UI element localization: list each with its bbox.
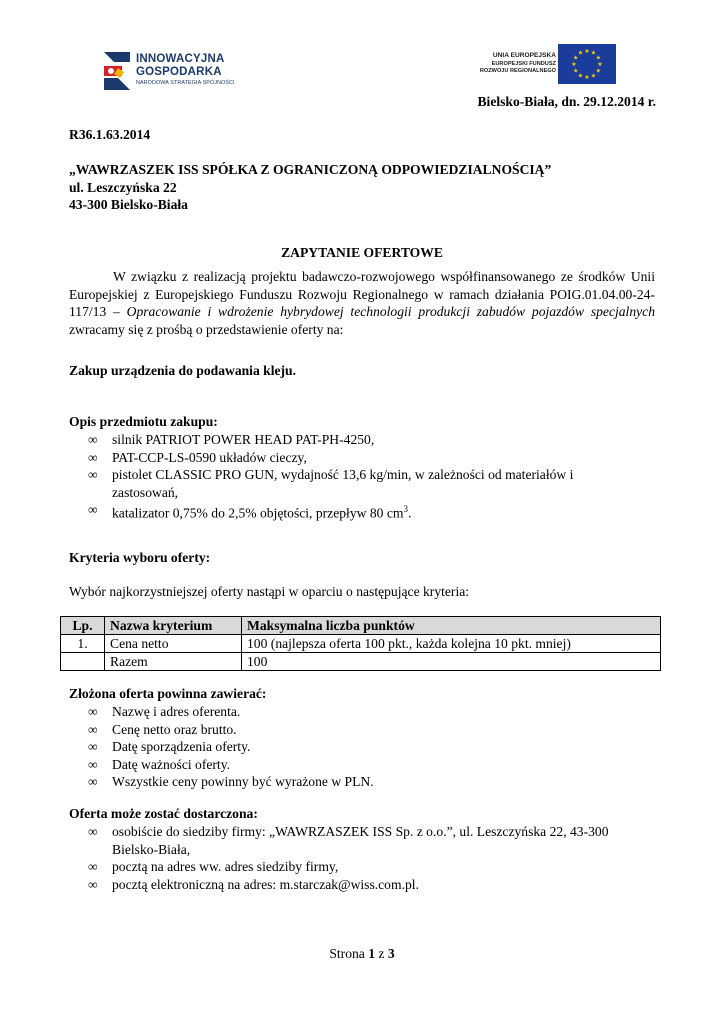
list-item: ∞ Cenę netto oraz brutto. — [88, 721, 237, 737]
table-cell: 100 — [242, 653, 661, 671]
list-item: ∞ PAT-CCP-LS-0590 układów cieczy, — [88, 449, 307, 465]
svg-text:★: ★ — [573, 67, 579, 75]
infinity-bullet-icon: ∞ — [88, 739, 98, 754]
infinity-bullet-icon: ∞ — [88, 824, 98, 839]
infinity-bullet-icon: ∞ — [88, 704, 98, 719]
table-row — [61, 653, 661, 671]
superscript: 3 — [403, 504, 408, 514]
place-date: Bielsko-Biała, dn. 29.12.2014 r. — [477, 94, 656, 109]
list-item: ∞ pocztą na adres ww. adres siedziby firmy, — [88, 859, 339, 874]
innowacyjna-gospodarka-logo — [98, 46, 248, 96]
table-cell: Cena netto — [105, 635, 242, 653]
list-item: ∞ Datę ważności oferty. — [88, 756, 231, 772]
document-title: ZAPYTANIE OFERTOWE — [281, 245, 443, 260]
table-row — [61, 635, 661, 653]
current-page: 1 — [368, 946, 376, 961]
logo-left-line1: INNOWACYJNA — [136, 53, 225, 65]
infinity-bullet-icon: ∞ — [88, 721, 98, 737]
logo-emblem-icon — [100, 48, 134, 92]
table-header-points: Maksymalna liczba punktów — [242, 617, 661, 635]
svg-text:★: ★ — [595, 54, 601, 62]
purchase-heading: Zakup urządzenia do podawania kleju. — [69, 363, 296, 378]
intro-paragraph — [69, 268, 655, 338]
table-header-row — [61, 617, 661, 635]
list-item: ∞ katalizator 0,75% do 2,5% objętości, przepływ 80 $cm^3$. — [88, 502, 412, 521]
svg-text:★: ★ — [597, 61, 603, 68]
page-sep: z — [375, 946, 388, 961]
intro-text-1: W związku z realizacją projektu badawczo-rozwojowego współfinansowanego ze środków Unii Europejskiej z Europejskiego Funduszu Rozwoju Regionalnego w ramach działania POIG.01.04.00-24-117/13 – — [69, 269, 655, 319]
criteria-table — [60, 616, 661, 671]
delivery-heading: Oferta może zostać dostarczona: — [69, 806, 258, 821]
offer-contents-list — [69, 703, 629, 791]
list-item — [69, 876, 649, 894]
company-city: 43-300 Bielsko-Biała — [69, 197, 188, 212]
infinity-bullet-icon: ∞ — [88, 432, 98, 447]
svg-text:★: ★ — [577, 49, 584, 57]
logo-right-line1: UNIA EUROPEJSKA — [492, 52, 556, 59]
logo-left-line3: NARODOWA STRATEGIA SPÓJNOŚCI — [136, 80, 235, 86]
address-block — [69, 161, 551, 214]
table-cell: 100 (najlepsza oferta 100 pkt., każda kolejna 10 pkt. mniej) — [242, 635, 661, 653]
criteria-intro: Wybór najkorzystniejszej oferty nastąpi w oparciu o następujące kryteria: — [69, 584, 470, 599]
delivery-list — [69, 823, 649, 893]
table-cell: Razem — [105, 653, 242, 671]
svg-text:★: ★ — [590, 49, 597, 57]
infinity-bullet-icon: ∞ — [88, 449, 98, 465]
criteria-heading: Kryteria wyboru oferty: — [69, 550, 211, 565]
infinity-bullet-icon: ∞ — [88, 774, 98, 789]
svg-text:★: ★ — [577, 72, 584, 80]
infinity-bullet-icon: ∞ — [88, 467, 98, 482]
svg-text:★: ★ — [571, 61, 577, 68]
list-item: ∞ pistolet CLASSIC PRO GUN, wydajność 13,6 kg/min, w zależności od materiałów i zastosowań, — [88, 467, 574, 500]
table-cell — [61, 653, 105, 671]
table-cell: 1. — [61, 635, 105, 653]
infinity-bullet-icon: ∞ — [88, 876, 98, 892]
table-header-lp: Lp. — [61, 617, 105, 635]
list-item: ∞ silnik PATRIOT POWER HEAD PAT-PH-4250, — [88, 432, 375, 447]
intro-text-3: zwracamy się z prośbą o przedstawienie oferty na: — [69, 321, 344, 337]
eu-logo — [474, 44, 616, 86]
logo-left-line2: GOSPODARKA — [136, 66, 222, 78]
description-heading: Opis przedmiotu zakupu: — [69, 414, 218, 429]
offer-contents-heading: Złożona oferta powinna zawierać: — [69, 686, 267, 701]
reference-number: R36.1.63.2014 — [69, 127, 151, 142]
project-title: Opracowanie i wdrożenie hybrydowej technologii produkcji zabudów pojazdów specjalnych — [126, 304, 655, 319]
svg-text:★: ★ — [590, 72, 597, 80]
eu-flag-icon — [558, 44, 616, 84]
list-item: ∞ Datę sporządzenia oferty. — [88, 739, 251, 754]
svg-text:★: ★ — [595, 67, 601, 75]
svg-text:★: ★ — [584, 48, 590, 55]
total-pages: 3 — [387, 946, 395, 961]
list-item: ∞ Nazwę i adres oferenta. — [88, 704, 241, 719]
company-street: ul. Leszczyńska 22 — [69, 179, 177, 195]
logo-right-line3: ROZWOJU REGIONALNEGO — [479, 68, 556, 74]
infinity-bullet-icon: ∞ — [88, 859, 98, 874]
list-item: ∞ Wszystkie ceny powinny być wyrażone w PLN. — [88, 774, 374, 789]
list-item: ∞ osobiście do siedziby firmy: „WAWRZASZEK ISS Sp. z o.o.”, ul. Leszczyńska 22, 43-300 Bielsko-Biała, — [88, 824, 609, 857]
description-list — [69, 431, 629, 522]
svg-text:★: ★ — [584, 74, 590, 81]
svg-text:★: ★ — [573, 54, 579, 62]
page-label: Strona — [329, 946, 369, 961]
logo-right-line2: EUROPEJSKI FUNDUSZ — [491, 61, 556, 67]
contact-email: pocztą elektroniczną na adres: m.starczak@wiss.com.pl. — [112, 876, 419, 892]
page-footer — [0, 946, 724, 962]
infinity-bullet-icon: ∞ — [88, 756, 98, 772]
company-name: „WAWRZASZEK ISS SPÓŁKA Z OGRANICZONĄ ODPOWIEDZIALNOŚCIĄ” — [69, 162, 552, 177]
table-header-name: Nazwa kryterium — [105, 617, 242, 635]
infinity-bullet-icon: ∞ — [88, 502, 98, 517]
